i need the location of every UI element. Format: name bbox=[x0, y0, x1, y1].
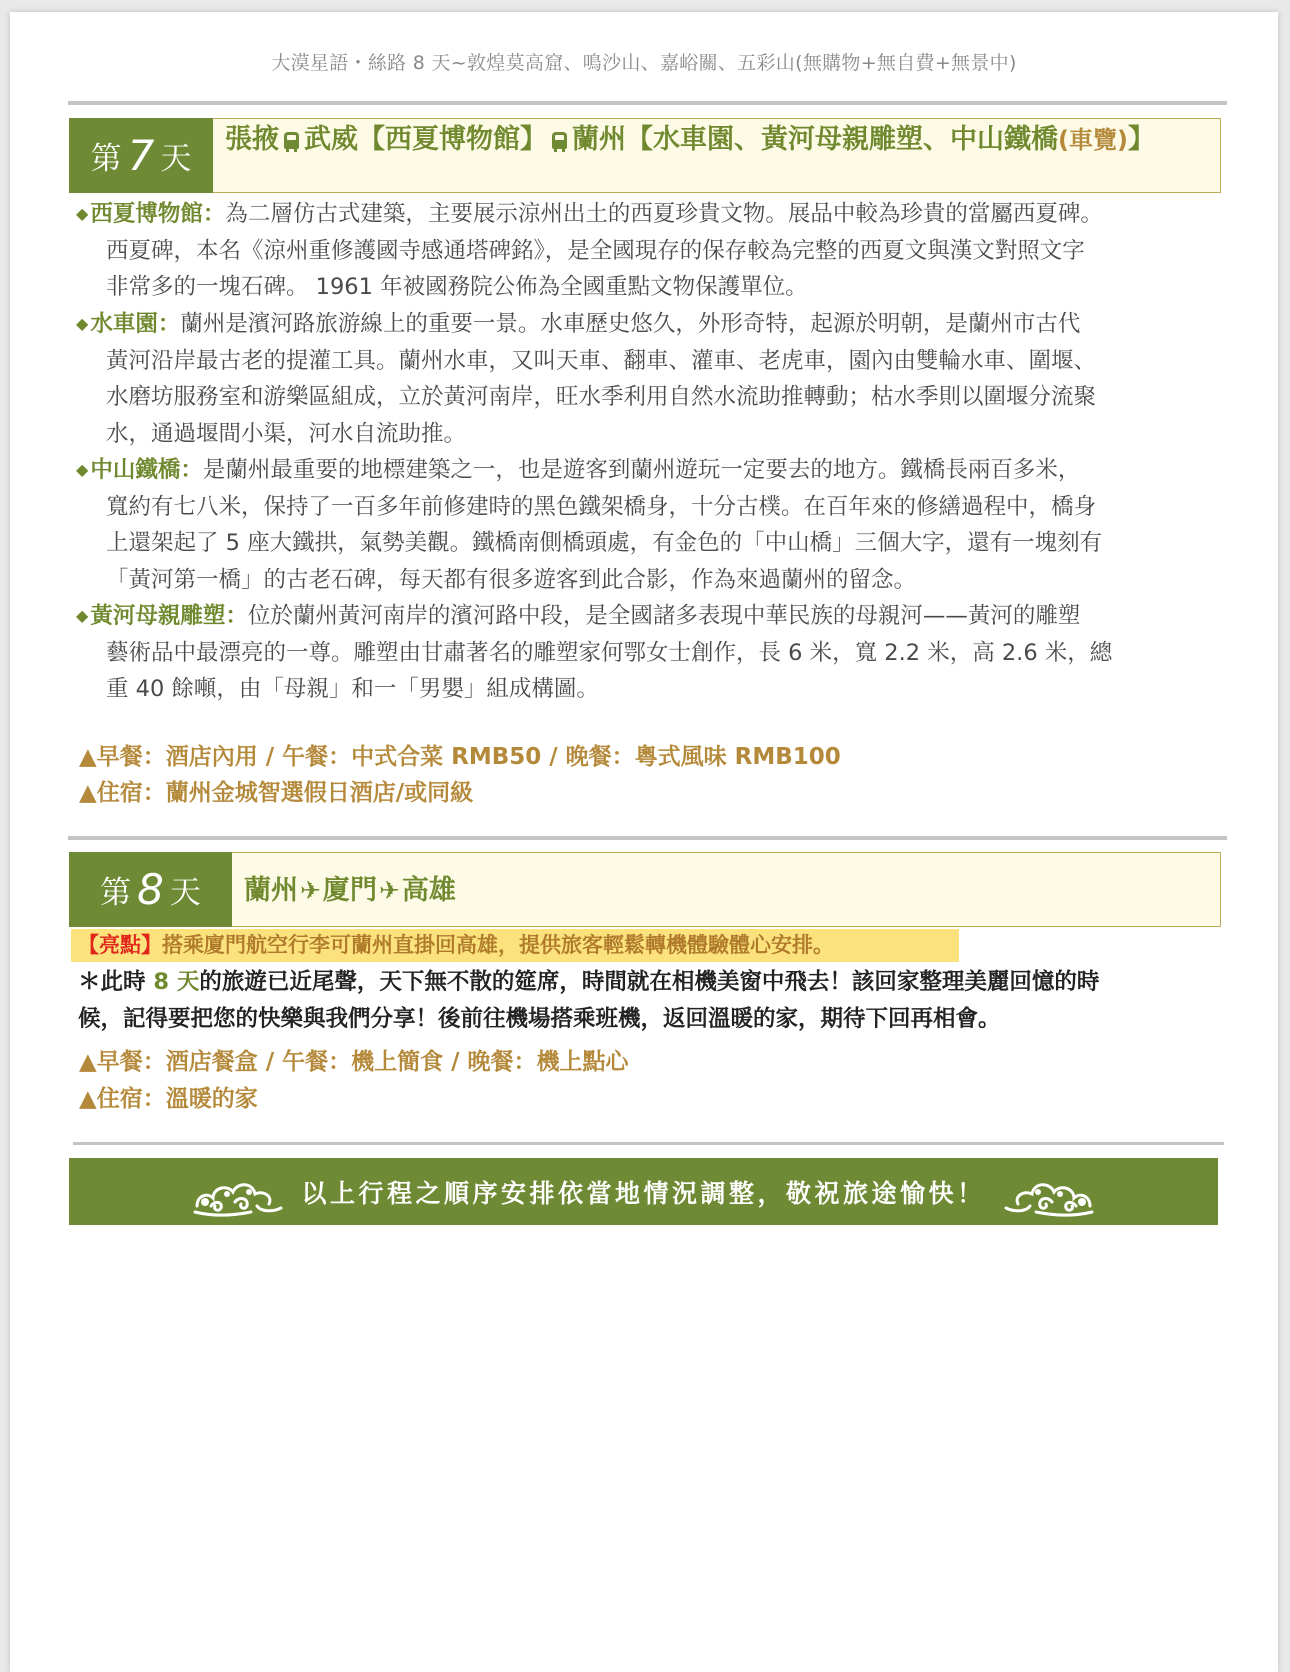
footer-text: 以上行程之順序安排依當地情況調整，敬祝旅途愉快！ bbox=[301, 1178, 986, 1208]
diamond-bullet-icon: ◆ bbox=[76, 606, 89, 625]
description-text: 的旅遊已近尾聲，天下無不散的筵席，時間就在相機美窗中飛去！該回家整理美麗回憶的時 bbox=[199, 969, 1100, 995]
highlight-tag: 【亮點】 bbox=[78, 933, 162, 957]
title-xiamen: 廈門 bbox=[322, 875, 377, 906]
footer-banner bbox=[69, 1158, 1218, 1225]
section-waterwheel-park bbox=[76, 306, 1226, 452]
description-text: 候，記得要把您的快樂與我們分享！後前往機場搭乘班機，返回溫暖的家，期待下回再相會。 bbox=[78, 1006, 1001, 1032]
section-text: 上還架起了 5 座大鐵拱，氣勢美觀。鐵橋南側橋頭處，有金色的「中山橋」三個大字，還有一塊刻有 bbox=[106, 530, 1103, 556]
cloud-icon bbox=[1000, 1166, 1096, 1218]
title-bracket-close: 】 bbox=[1127, 124, 1155, 155]
section-yellow-river-mother bbox=[76, 598, 1226, 708]
title-kaohsiung: 高雄 bbox=[401, 875, 456, 906]
section-text: 蘭州是濱河路旅游線上的重要一景。水車歷史悠久，外形奇特，起源於明朝，是蘭州市古代 bbox=[180, 311, 1081, 337]
day8-hotel: ▲住宿：溫暖的家 bbox=[79, 1086, 258, 1112]
document-page bbox=[10, 12, 1278, 1672]
day8-meals: ▲早餐：酒店餐盒 / 午餐：機上簡食 / 晚餐：機上點心 bbox=[79, 1049, 629, 1075]
section-text: 是蘭州最重要的地標建築之一，也是遊客到蘭州遊玩一定要去的地方。鐵橋長兩百多米， bbox=[202, 457, 1081, 483]
day7-label bbox=[69, 118, 213, 193]
title-zhangye: 張掖 bbox=[225, 124, 279, 155]
plane-icon: ✈ bbox=[378, 876, 400, 905]
day7-hotel: ▲住宿：蘭州金城智選假日酒店/或同級 bbox=[79, 780, 474, 806]
day7-title bbox=[213, 118, 1221, 193]
section-text: 水，通過堰間小渠，河水自流助推。 bbox=[106, 420, 467, 447]
diamond-bullet-icon: ◆ bbox=[76, 314, 89, 333]
section-zhongshan-bridge bbox=[76, 452, 1226, 598]
diamond-bullet-icon: ◆ bbox=[76, 204, 89, 223]
section-title: 中山鐵橋： bbox=[90, 457, 203, 483]
asterisk-text: ＊此時 bbox=[78, 969, 154, 995]
day7-header bbox=[69, 118, 1221, 193]
bus-icon bbox=[284, 132, 299, 149]
section-title: 水車園： bbox=[90, 311, 181, 337]
section-title: 黃河母親雕塑： bbox=[90, 603, 248, 629]
divider bbox=[68, 101, 1227, 105]
plane-icon: ✈ bbox=[300, 876, 321, 905]
days-accent: 8 天 bbox=[153, 969, 200, 995]
section-text: 「黃河第一橋」的古老石碑，每天都有很多遊客到此合影，作為來過蘭州的留念。 bbox=[106, 566, 917, 593]
section-text: 位於蘭州黃河南岸的濱河路中段，是全國諸多表現中華民族的母親河——黃河的雕塑 bbox=[247, 603, 1081, 629]
section-text: 非常多的一塊石碑。 1961 年被國務院公佈為全國重點文物保護單位。 bbox=[106, 274, 808, 300]
day8-description bbox=[78, 964, 1228, 1038]
day7-meals: ▲早餐：酒店內用 / 午餐：中式合菜 RMB50 / 晚餐：粵式風味 RMB100 bbox=[79, 744, 841, 770]
day-number: 7 bbox=[127, 131, 155, 180]
day-prefix: 第 bbox=[100, 875, 132, 911]
section-text: 藝術品中最漂亮的一尊。雕塑由甘肅著名的雕塑家何鄂女士創作，長 6 米，寬 2.2 米，高 2.6 米，總 bbox=[106, 639, 1113, 666]
section-text: 西夏碑，本名《涼州重修護國寺感通塔碑銘》，是全國現存的保存較為完整的西夏文與漢文對照文字 bbox=[106, 237, 1085, 264]
running-header: 大漠星語・絲路 8 天~敦煌莫高窟、鳴沙山、嘉峪關、五彩山(無購物+無自費+無景中) bbox=[271, 52, 1017, 74]
section-text: 水磨坊服務室和游樂區組成，立於黃河南岸，旺水季利用自然水流助推轉動；枯水季則以圍堰分流聚 bbox=[106, 384, 1097, 410]
cloud-icon bbox=[191, 1166, 287, 1218]
divider bbox=[68, 836, 1227, 840]
day-suffix: 天 bbox=[160, 141, 192, 177]
title-drive-by: (車覽) bbox=[1058, 126, 1128, 154]
section-xixia-museum bbox=[76, 196, 1226, 306]
section-text: 黃河沿岸最古老的提灌工具。蘭州水車，又叫天車、翻車、灌車、老虎車，園內由雙輪水車、圍堰、 bbox=[106, 347, 1097, 374]
title-lanzhou: 蘭州【水車園、黃河母親雕塑、中山鐵橋 bbox=[572, 124, 1058, 155]
bus-icon bbox=[552, 132, 567, 149]
section-title: 西夏博物館： bbox=[90, 201, 226, 227]
title-wuwei: 武威【西夏博物館】 bbox=[304, 124, 547, 155]
section-text: 為二層仿古式建築，主要展示涼州出土的西夏珍貴文物。展品中較為珍貴的當屬西夏碑。 bbox=[225, 201, 1103, 227]
title-lanzhou: 蘭州 bbox=[244, 875, 298, 906]
diamond-bullet-icon: ◆ bbox=[76, 460, 89, 479]
highlight-bar bbox=[71, 929, 959, 962]
highlight-text: 搭乘廈門航空行李可蘭州直掛回高雄，提供旅客輕鬆轉機體驗體心安排。 bbox=[162, 933, 834, 957]
section-text: 寬約有七八米，保持了一百多年前修建時的黑色鐵架橋身，十分古樸。在百年來的修繕過程中，橋身 bbox=[106, 493, 1097, 520]
day-number: 8 bbox=[137, 865, 164, 914]
day8-label bbox=[69, 852, 232, 927]
day8-title bbox=[232, 852, 1221, 927]
day8-header bbox=[69, 852, 1221, 927]
divider bbox=[73, 1142, 1224, 1145]
day-prefix: 第 bbox=[90, 141, 122, 177]
section-text: 重 40 餘噸，由「母親」和一「男嬰」組成構圖。 bbox=[106, 676, 599, 702]
day-suffix: 天 bbox=[169, 875, 201, 911]
